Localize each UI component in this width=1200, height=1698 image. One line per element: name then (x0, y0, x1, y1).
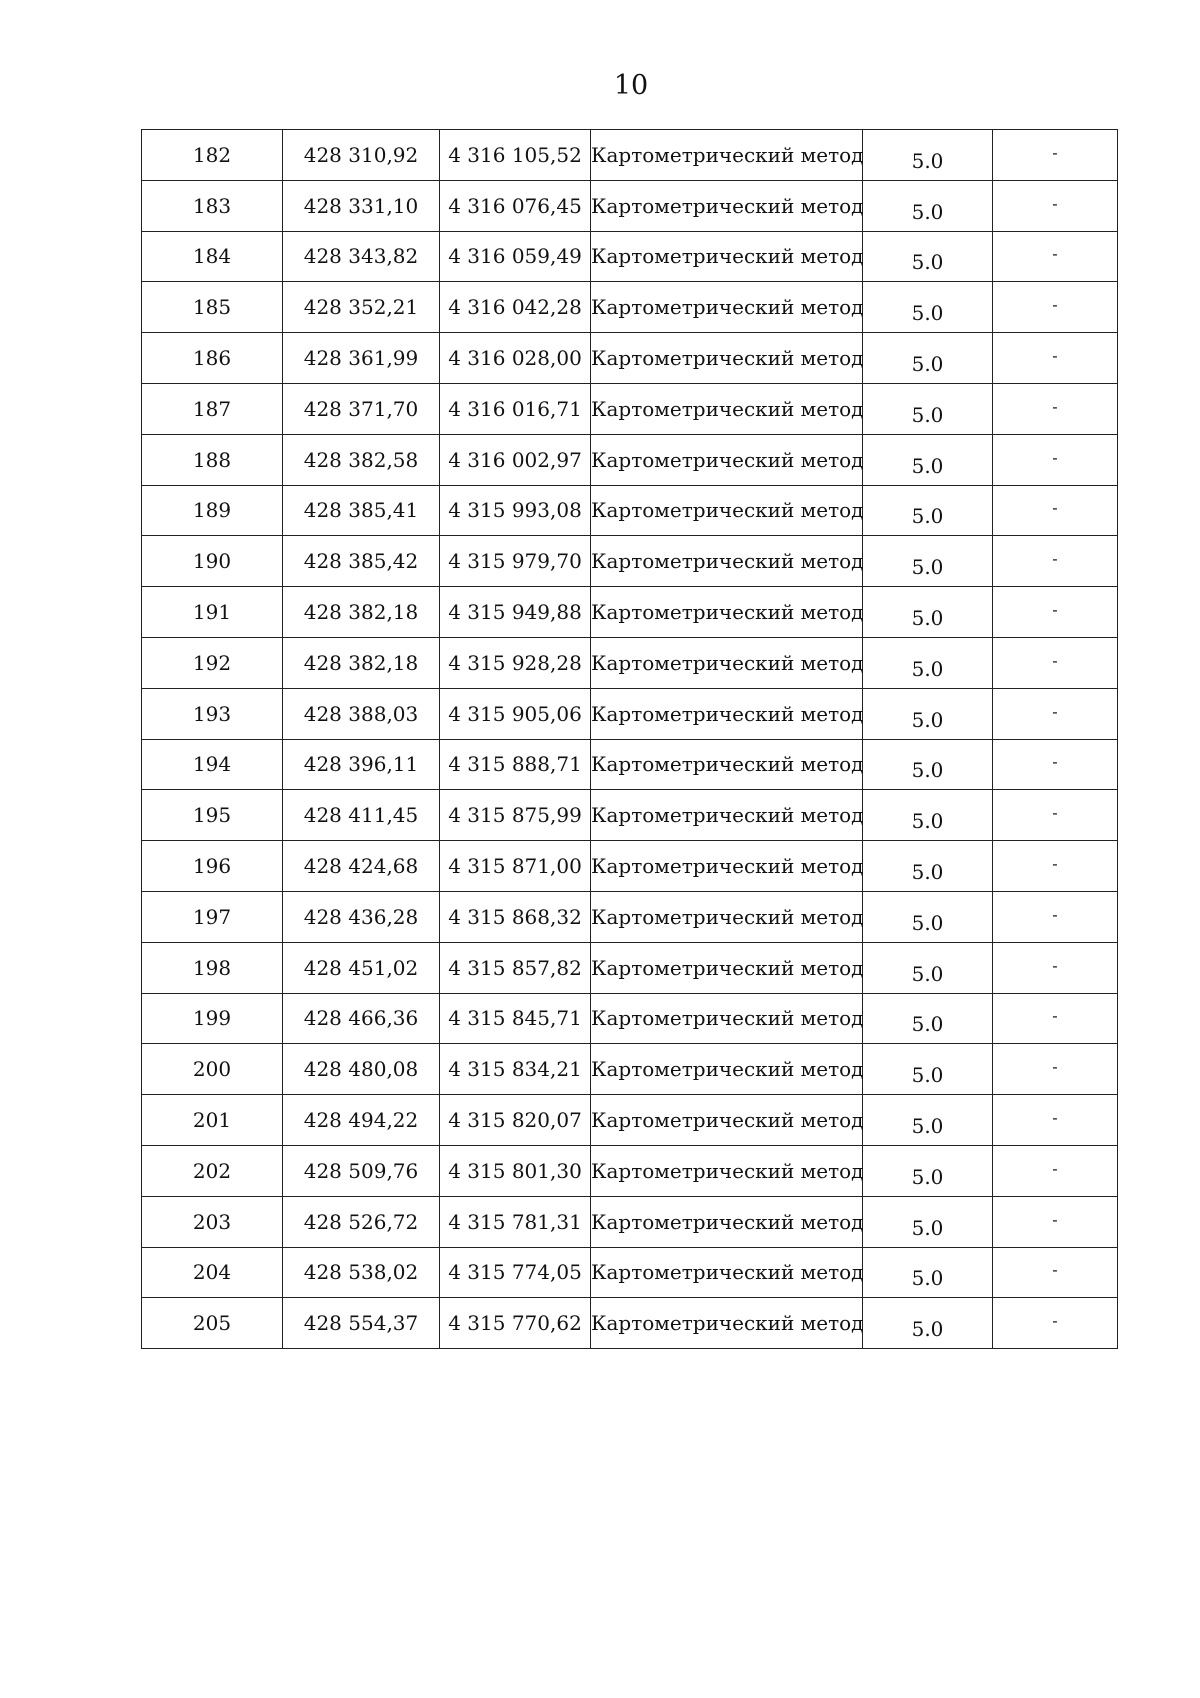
y-coordinate-cell: 4 316 076,45 (440, 180, 591, 231)
note-cell (993, 739, 1118, 790)
coordinates-table-body (142, 130, 1118, 1349)
note-text: - (1052, 854, 1058, 874)
x-coordinate-cell: 428 554,37 (283, 1298, 440, 1349)
y-coordinate-cell: 4 315 781,31 (440, 1196, 591, 1247)
method-cell: Картометрический метод (591, 587, 863, 638)
table-row (142, 231, 1118, 282)
x-coordinate-cell: 428 331,10 (283, 180, 440, 231)
accuracy-cell (863, 1095, 993, 1146)
method-cell: Картометрический метод (591, 942, 863, 993)
method-cell: Картометрический метод (591, 180, 863, 231)
x-coordinate-cell: 428 396,11 (283, 739, 440, 790)
y-coordinate-cell: 4 316 059,49 (440, 231, 591, 282)
note-cell (993, 434, 1118, 485)
accuracy-text: 5.0 (911, 758, 944, 783)
note-cell (993, 1044, 1118, 1095)
y-coordinate-cell: 4 315 993,08 (440, 485, 591, 536)
x-coordinate-cell: 428 382,18 (283, 587, 440, 638)
y-coordinate-cell: 4 315 875,99 (440, 790, 591, 841)
note-cell (993, 282, 1118, 333)
note-text: - (1052, 549, 1058, 569)
method-cell: Картометрический метод (591, 1095, 863, 1146)
method-cell: Картометрический метод (591, 891, 863, 942)
point-number-cell: 188 (142, 434, 283, 485)
note-text: - (1052, 498, 1058, 518)
table-row (142, 587, 1118, 638)
note-cell (993, 1247, 1118, 1298)
note-text: - (1052, 1260, 1058, 1280)
accuracy-cell (863, 1145, 993, 1196)
accuracy-cell (863, 383, 993, 434)
note-cell (993, 1145, 1118, 1196)
note-cell (993, 1196, 1118, 1247)
accuracy-cell (863, 333, 993, 384)
accuracy-cell (863, 790, 993, 841)
accuracy-cell (863, 942, 993, 993)
point-number-cell: 192 (142, 637, 283, 688)
x-coordinate-cell: 428 466,36 (283, 993, 440, 1044)
method-cell: Картометрический метод (591, 993, 863, 1044)
accuracy-cell (863, 536, 993, 587)
y-coordinate-cell: 4 315 905,06 (440, 688, 591, 739)
accuracy-cell (863, 231, 993, 282)
point-number-cell: 204 (142, 1247, 283, 1298)
accuracy-text: 5.0 (911, 555, 944, 580)
table-row (142, 1298, 1118, 1349)
point-number-cell: 200 (142, 1044, 283, 1095)
accuracy-text: 5.0 (911, 402, 944, 427)
x-coordinate-cell: 428 361,99 (283, 333, 440, 384)
accuracy-text: 5.0 (911, 504, 944, 529)
table-row (142, 942, 1118, 993)
note-text: - (1052, 1311, 1058, 1331)
x-coordinate-cell: 428 382,18 (283, 637, 440, 688)
note-text: - (1052, 1209, 1058, 1229)
x-coordinate-cell: 428 352,21 (283, 282, 440, 333)
note-text: - (1052, 752, 1058, 772)
x-coordinate-cell: 428 343,82 (283, 231, 440, 282)
method-cell: Картометрический метод (591, 841, 863, 892)
accuracy-text: 5.0 (911, 606, 944, 631)
note-cell (993, 790, 1118, 841)
note-cell (993, 1095, 1118, 1146)
table-row (142, 130, 1118, 181)
point-number-cell: 184 (142, 231, 283, 282)
note-cell (993, 130, 1118, 181)
y-coordinate-cell: 4 316 028,00 (440, 333, 591, 384)
y-coordinate-cell: 4 315 801,30 (440, 1145, 591, 1196)
method-cell: Картометрический метод (591, 739, 863, 790)
note-cell (993, 688, 1118, 739)
y-coordinate-cell: 4 315 979,70 (440, 536, 591, 587)
table-row (142, 536, 1118, 587)
note-cell (993, 841, 1118, 892)
method-cell: Картометрический метод (591, 383, 863, 434)
table-row (142, 1247, 1118, 1298)
note-cell (993, 1298, 1118, 1349)
note-text: - (1052, 447, 1058, 467)
y-coordinate-cell: 4 315 774,05 (440, 1247, 591, 1298)
note-text: - (1052, 600, 1058, 620)
accuracy-text: 5.0 (911, 1266, 944, 1291)
note-text: - (1052, 244, 1058, 264)
note-cell (993, 231, 1118, 282)
table-row (142, 180, 1118, 231)
accuracy-cell (863, 688, 993, 739)
method-cell: Картометрический метод (591, 1044, 863, 1095)
note-text: - (1052, 1108, 1058, 1128)
accuracy-cell (863, 587, 993, 638)
accuracy-text: 5.0 (911, 860, 944, 885)
point-number-cell: 186 (142, 333, 283, 384)
y-coordinate-cell: 4 316 042,28 (440, 282, 591, 333)
note-cell (993, 891, 1118, 942)
note-text: - (1052, 396, 1058, 416)
point-number-cell: 194 (142, 739, 283, 790)
y-coordinate-cell: 4 315 820,07 (440, 1095, 591, 1146)
table-row (142, 485, 1118, 536)
table-row (142, 891, 1118, 942)
note-cell (993, 587, 1118, 638)
note-cell (993, 485, 1118, 536)
method-cell: Картометрический метод (591, 1145, 863, 1196)
accuracy-cell (863, 993, 993, 1044)
point-number-cell: 191 (142, 587, 283, 638)
point-number-cell: 202 (142, 1145, 283, 1196)
method-cell: Картометрический метод (591, 434, 863, 485)
x-coordinate-cell: 428 371,70 (283, 383, 440, 434)
x-coordinate-cell: 428 382,58 (283, 434, 440, 485)
note-text: - (1052, 295, 1058, 315)
table-row (142, 739, 1118, 790)
x-coordinate-cell: 428 411,45 (283, 790, 440, 841)
point-number-cell: 197 (142, 891, 283, 942)
table-row (142, 1145, 1118, 1196)
coordinates-table (141, 129, 1118, 1349)
accuracy-text: 5.0 (911, 1114, 944, 1139)
y-coordinate-cell: 4 315 871,00 (440, 841, 591, 892)
y-coordinate-cell: 4 315 949,88 (440, 587, 591, 638)
method-cell: Картометрический метод (591, 688, 863, 739)
accuracy-text: 5.0 (911, 301, 944, 326)
y-coordinate-cell: 4 315 770,62 (440, 1298, 591, 1349)
accuracy-cell (863, 130, 993, 181)
accuracy-cell (863, 1247, 993, 1298)
point-number-cell: 182 (142, 130, 283, 181)
y-coordinate-cell: 4 316 016,71 (440, 383, 591, 434)
note-cell (993, 536, 1118, 587)
note-text: - (1052, 701, 1058, 721)
accuracy-cell (863, 180, 993, 231)
x-coordinate-cell: 428 538,02 (283, 1247, 440, 1298)
method-cell: Картометрический метод (591, 1196, 863, 1247)
accuracy-cell (863, 485, 993, 536)
method-cell: Картометрический метод (591, 1247, 863, 1298)
accuracy-cell (863, 434, 993, 485)
x-coordinate-cell: 428 436,28 (283, 891, 440, 942)
method-cell: Картометрический метод (591, 130, 863, 181)
point-number-cell: 196 (142, 841, 283, 892)
table-row (142, 434, 1118, 485)
accuracy-text: 5.0 (911, 910, 944, 935)
y-coordinate-cell: 4 315 834,21 (440, 1044, 591, 1095)
table-row (142, 1044, 1118, 1095)
x-coordinate-cell: 428 451,02 (283, 942, 440, 993)
y-coordinate-cell: 4 315 868,32 (440, 891, 591, 942)
table-row (142, 383, 1118, 434)
accuracy-text: 5.0 (911, 1012, 944, 1037)
point-number-cell: 195 (142, 790, 283, 841)
accuracy-cell (863, 282, 993, 333)
note-text: - (1052, 650, 1058, 670)
note-text: - (1052, 346, 1058, 366)
accuracy-text: 5.0 (911, 1164, 944, 1189)
point-number-cell: 193 (142, 688, 283, 739)
x-coordinate-cell: 428 526,72 (283, 1196, 440, 1247)
y-coordinate-cell: 4 316 105,52 (440, 130, 591, 181)
method-cell: Картометрический метод (591, 790, 863, 841)
note-text: - (1052, 193, 1058, 213)
accuracy-text: 5.0 (911, 961, 944, 986)
note-text: - (1052, 1158, 1058, 1178)
y-coordinate-cell: 4 315 888,71 (440, 739, 591, 790)
x-coordinate-cell: 428 424,68 (283, 841, 440, 892)
accuracy-text: 5.0 (911, 809, 944, 834)
x-coordinate-cell: 428 509,76 (283, 1145, 440, 1196)
table-row (142, 1196, 1118, 1247)
note-cell (993, 180, 1118, 231)
accuracy-cell (863, 739, 993, 790)
method-cell: Картометрический метод (591, 231, 863, 282)
method-cell: Картометрический метод (591, 1298, 863, 1349)
accuracy-text: 5.0 (911, 453, 944, 478)
method-cell: Картометрический метод (591, 637, 863, 688)
point-number-cell: 187 (142, 383, 283, 434)
table-row (142, 790, 1118, 841)
table-row (142, 841, 1118, 892)
note-text: - (1052, 142, 1058, 162)
accuracy-cell (863, 1196, 993, 1247)
note-text: - (1052, 803, 1058, 823)
accuracy-text: 5.0 (911, 199, 944, 224)
x-coordinate-cell: 428 480,08 (283, 1044, 440, 1095)
accuracy-cell (863, 1044, 993, 1095)
accuracy-cell (863, 637, 993, 688)
x-coordinate-cell: 428 310,92 (283, 130, 440, 181)
x-coordinate-cell: 428 385,42 (283, 536, 440, 587)
table-row (142, 1095, 1118, 1146)
y-coordinate-cell: 4 315 928,28 (440, 637, 591, 688)
x-coordinate-cell: 428 388,03 (283, 688, 440, 739)
accuracy-text: 5.0 (911, 1063, 944, 1088)
accuracy-cell (863, 841, 993, 892)
accuracy-cell (863, 891, 993, 942)
table-row (142, 993, 1118, 1044)
y-coordinate-cell: 4 316 002,97 (440, 434, 591, 485)
table-row (142, 333, 1118, 384)
accuracy-text: 5.0 (911, 656, 944, 681)
page-number: 10 (613, 70, 649, 101)
note-text: - (1052, 1006, 1058, 1026)
accuracy-text: 5.0 (911, 1317, 944, 1342)
y-coordinate-cell: 4 315 857,82 (440, 942, 591, 993)
point-number-cell: 190 (142, 536, 283, 587)
accuracy-text: 5.0 (911, 148, 944, 173)
accuracy-text: 5.0 (911, 707, 944, 732)
accuracy-text: 5.0 (911, 1215, 944, 1240)
note-text: - (1052, 904, 1058, 924)
point-number-cell: 205 (142, 1298, 283, 1349)
point-number-cell: 183 (142, 180, 283, 231)
point-number-cell: 189 (142, 485, 283, 536)
method-cell: Картометрический метод (591, 536, 863, 587)
accuracy-cell (863, 1298, 993, 1349)
note-cell (993, 993, 1118, 1044)
method-cell: Картометрический метод (591, 282, 863, 333)
x-coordinate-cell: 428 494,22 (283, 1095, 440, 1146)
table-row (142, 688, 1118, 739)
note-cell (993, 383, 1118, 434)
method-cell: Картометрический метод (591, 485, 863, 536)
point-number-cell: 199 (142, 993, 283, 1044)
accuracy-text: 5.0 (911, 250, 944, 275)
table-row (142, 637, 1118, 688)
note-text: - (1052, 1057, 1058, 1077)
y-coordinate-cell: 4 315 845,71 (440, 993, 591, 1044)
accuracy-text: 5.0 (911, 352, 944, 377)
note-cell (993, 942, 1118, 993)
point-number-cell: 203 (142, 1196, 283, 1247)
note-cell (993, 637, 1118, 688)
table-row (142, 282, 1118, 333)
x-coordinate-cell: 428 385,41 (283, 485, 440, 536)
point-number-cell: 185 (142, 282, 283, 333)
note-cell (993, 333, 1118, 384)
note-text: - (1052, 955, 1058, 975)
point-number-cell: 201 (142, 1095, 283, 1146)
method-cell: Картометрический метод (591, 333, 863, 384)
point-number-cell: 198 (142, 942, 283, 993)
